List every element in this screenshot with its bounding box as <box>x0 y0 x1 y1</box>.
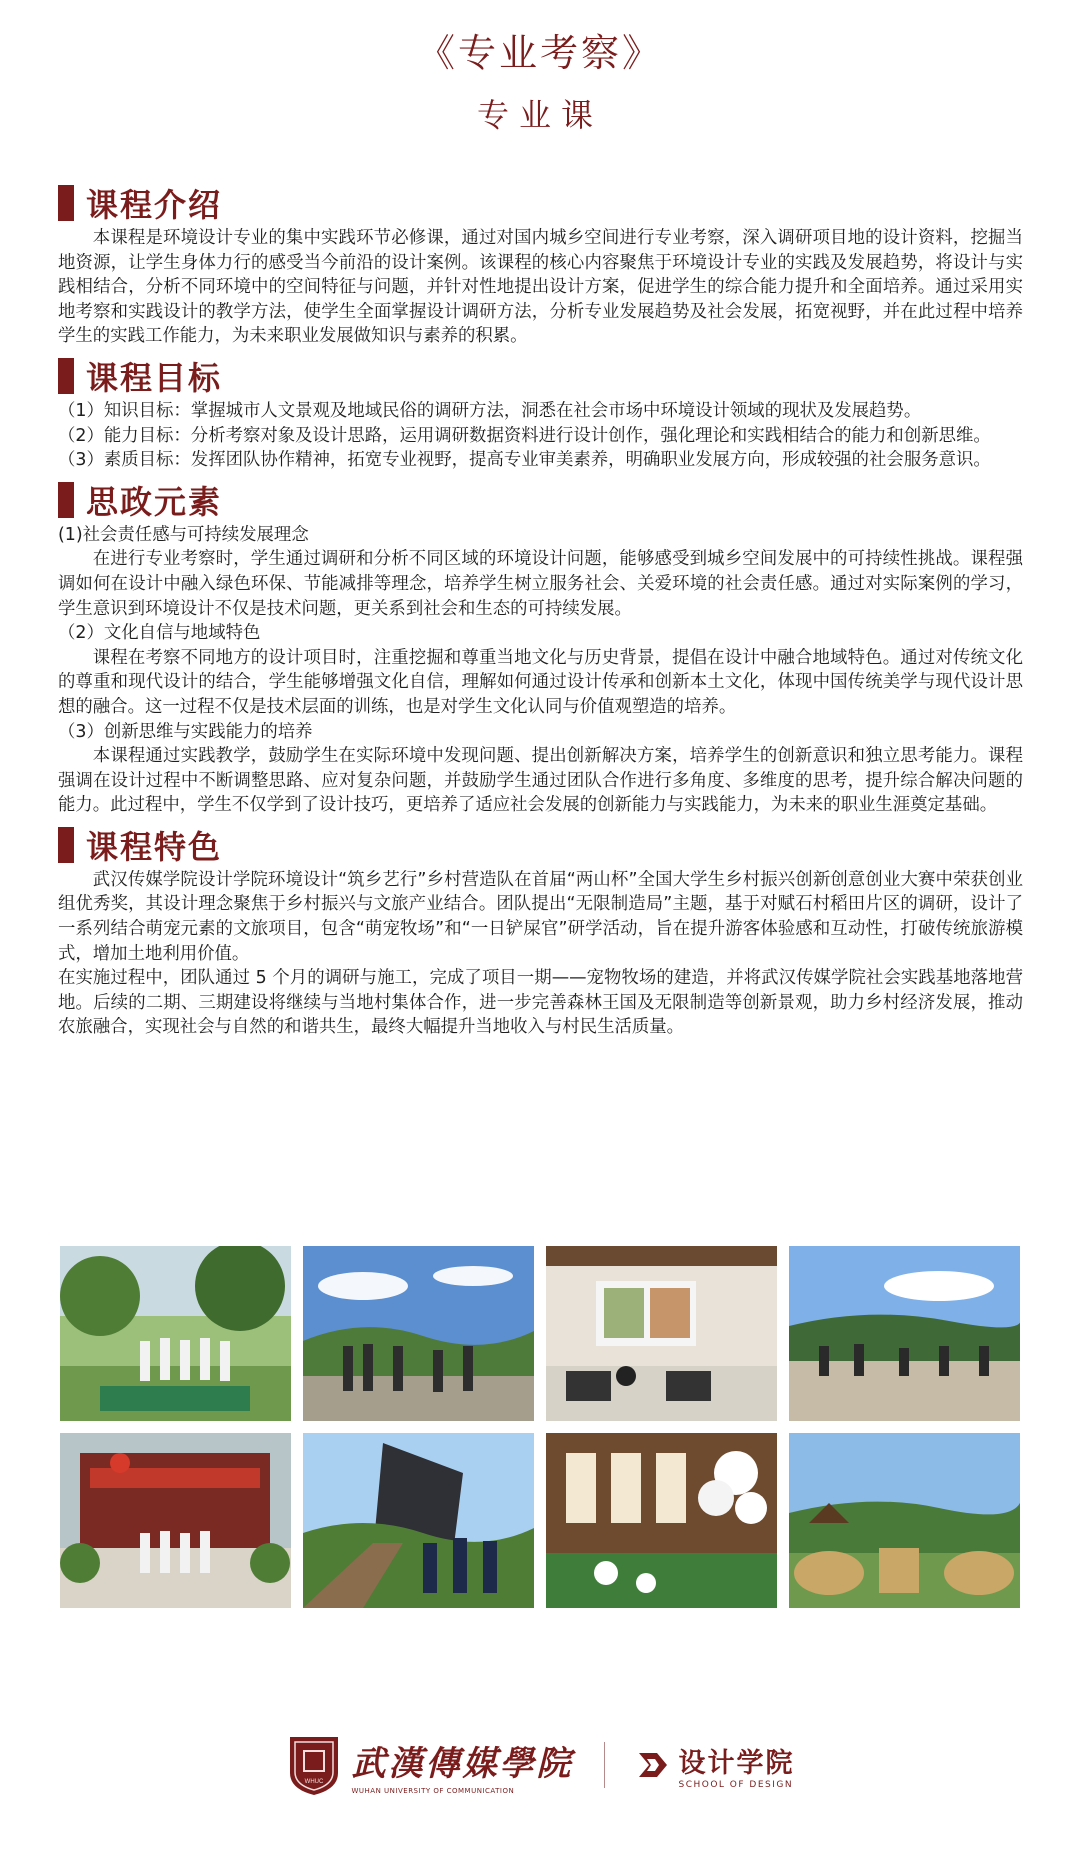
design-school-name-cn: 设计学院 <box>678 1747 795 1779</box>
shield-emblem-icon <box>286 1733 342 1797</box>
section-features-heading <box>58 824 1023 866</box>
features-paragraph: 在实施过程中，团队通过 5 个月的调研与施工，完成了项目一期——宠物牧场的建造，并将武汉传媒学院社会实践基地落地营地。后续的二期、三期建设将继续与当地村集体合作，进一步完善森林王国及无限制造等创新景观，助力乡村经济发展，推动农旅融合，实现社会与自然的和谐共生，最终大幅提升当地收入与村民生活质量。 <box>58 968 1023 1038</box>
photo-sky-group <box>303 1246 534 1421</box>
design-mark-icon <box>635 1747 671 1783</box>
section-intro-heading <box>58 182 1023 224</box>
photo-hay-field <box>789 1433 1020 1608</box>
features-paragraph: 武汉传媒学院设计学院环境设计“筑乡艺行”乡村营造队在首届“两山杯”全国大学生乡村振兴创新创意创业大赛中荣获创业组优秀奖，其设计理念聚焦于乡村振兴与文旅产业结合。团队提出“无限制造局”主题，基于对赋石村稻田片区的调研，设计了一系列结合萌宠元素的文旅项目，包含“萌宠牧场”和“一日铲屎官”研学活动，旨在提升游客体验感和互动性，打破传统旅游模式，增加土地利用价值。 <box>58 869 1023 964</box>
photo-banners-balloons <box>546 1433 777 1608</box>
main-content <box>58 182 1023 1040</box>
goal-item: （2）能力目标：分析考察对象及设计思路，运用调研数据资料进行设计创作，强化理论和实践相结合的能力和创新思维。 <box>58 425 991 446</box>
design-school-logo <box>635 1741 795 1790</box>
school-name-en: WUHAN UNIVERSITY OF COMMUNICATION <box>351 1786 515 1795</box>
footer-logos <box>0 1720 1080 1810</box>
heading-text: 思政元素 <box>86 482 223 521</box>
heading-bar <box>58 185 74 221</box>
goal-item: （1）知识目标：掌握城市人文景观及地域民俗的调研方法，洞悉在社会市场中环境设计领域的现状及发展趋势。 <box>58 400 922 421</box>
heading-bar <box>58 827 74 863</box>
ideology-paragraph: 课程在考察不同地方的设计项目时，注重挖掘和尊重当地文化与历史背景，提倡在设计中融合地域特色。通过对传统文化的尊重和现代设计的结合，学生能够增强文化自信，理解如何通过设计传承和创新本土文化，体现中国传统美学与现代设计思想的融合。这一过程不仅是技术层面的训练，也是对学生文化认同与价值观塑造的培养。 <box>58 647 1023 717</box>
page-subtitle: 专业课 <box>476 96 603 134</box>
goal-item: （3）素质目标：发挥团队协作精神，拓宽专业视野，提高专业审美素养，明确职业发展方向，形成较强的社会服务意识。 <box>58 450 991 471</box>
photo-classroom <box>546 1246 777 1421</box>
photo-building-group <box>60 1433 291 1608</box>
section-goals-heading <box>58 355 1023 397</box>
photo-wooden-hut <box>303 1433 534 1608</box>
heading-bar <box>58 482 74 518</box>
school-logo <box>286 1733 574 1797</box>
ideology-subtitle: （3）创新思维与实践能力的培养 <box>58 721 313 742</box>
ideology-subtitle: （2）文化自信与地域特色 <box>58 623 261 644</box>
section-ideology-heading <box>58 479 1023 521</box>
design-school-name-en: SCHOOL OF DESIGN <box>678 1779 794 1790</box>
ideology-subtitle: (1)社会责任感与可持续发展理念 <box>58 524 309 545</box>
intro-paragraph: 本课程是环境设计专业的集中实践环节必修课，通过对国内城乡空间进行专业考察，深入调研项目地的设计资料，挖掘当地资源，让学生身体力行的感受当今前沿的设计案例。该课程的核心内容聚焦于环境设计专业的实践及发展趋势，将设计与实践相结合，分析不同环境中的空间特征与问题，并针对性地提出设计方案，促进学生的综合能力提升和全面培养。通过采用实地考察和实践设计的教学方法，使学生全面掌握设计调研方法，分析专业发展趋势及社会发展，拓宽视野，并在此过程中培养学生的实践工作能力，为未来职业发展做知识与素养的积累。 <box>58 228 1023 347</box>
page-title: 《专业考察》 <box>416 31 663 75</box>
footer-divider <box>604 1742 605 1788</box>
school-name-cn: 武漢傳媒學院 <box>351 1743 574 1784</box>
photo-team-garden <box>60 1246 291 1421</box>
ideology-paragraph: 在进行专业考察时，学生通过调研和分析不同区域的环境设计问题，能够感受到城乡空间发展中的可持续性挑战。课程强调如何在设计中融入绿色环保、节能减排等理念，培养学生树立服务社会、关爱环境的社会责任感。通过对实际案例的学习，学生意识到环境设计不仅是技术问题，更关系到社会和生态的可持续发展。 <box>58 549 1023 619</box>
heading-text: 课程目标 <box>86 358 223 397</box>
photo-field-group <box>789 1246 1020 1421</box>
heading-bar <box>58 358 74 394</box>
photo-grid <box>60 1246 1020 1620</box>
heading-text: 课程特色 <box>86 827 223 866</box>
ideology-paragraph: 本课程通过实践教学，鼓励学生在实际环境中发现问题、提出创新解决方案，培养学生的创新意识和独立思考能力。课程强调在设计过程中不断调整思路、应对复杂问题，并鼓励学生通过团队合作进行多角度、多维度的思考，提升综合解决问题的能力。此过程中，学生不仅学到了设计技巧，更培养了适应社会发展的创新能力与实践能力，为未来的职业生涯奠定基础。 <box>58 746 1023 816</box>
heading-text: 课程介绍 <box>86 186 223 224</box>
svg-text:WHUC: WHUC <box>304 1779 323 1785</box>
